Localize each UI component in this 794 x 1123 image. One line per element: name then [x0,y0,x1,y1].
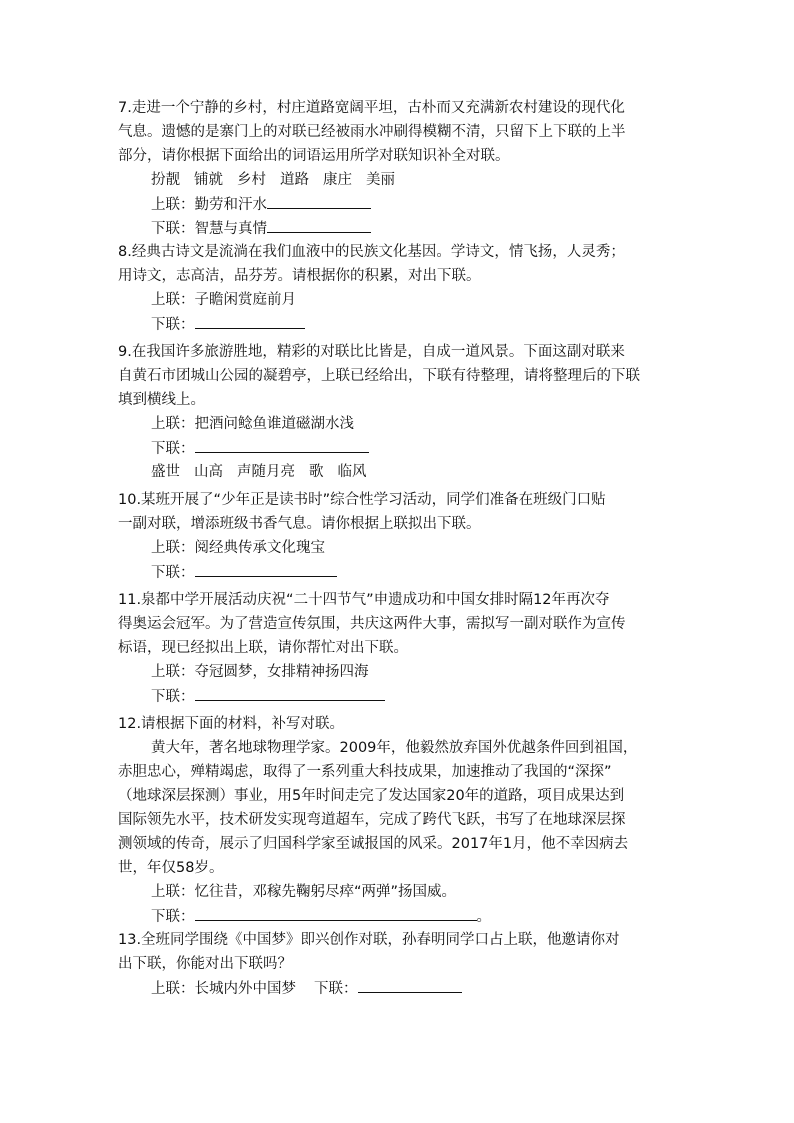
question-text-line: 8.经典古诗文是流淌在我们血液中的民族文化基因。学诗文，情飞扬，人灵秀； [118,244,625,260]
lower-couplet: 下联： [118,684,680,708]
material-text-line: 国际领先水平，技术研发实现弯道超车，完成了跨代飞跃，书写了在地球深层探 [118,812,626,828]
question-text-line: 一副对联，增添班级书香气息。请你根据上联拟出下联。 [118,516,481,532]
upper-couplet: 上联：忆往昔，邓稼先鞠躬尽瘁“两弹”扬国威。 [151,884,457,900]
word-bank [118,460,680,484]
lower-couplet: 下联： 。 [118,904,680,928]
question-text-line: 7.走进一个宁静的乡村，村庄道路宽阔平坦，古朴而又充满新农村建设的现代化 [118,100,625,116]
upper-couplet: 上联：阅经典传承文化瑰宝 [151,540,325,556]
question-13 [118,928,680,1000]
answer-blank[interactable] [195,312,305,329]
material-text-line: 测领域的传奇，展示了归国科学家至诚报国的风采。2017年1月，他不幸因病去 [118,836,629,852]
question-7 [118,96,680,240]
question-text-line: 得奥运会冠军。为了营造宣传氛围，共庆这两件大事，需拟写一副对联作为宣传 [118,616,626,632]
word-bank-item: 铺就 [194,172,223,188]
question-text-line: 填到横线上。 [118,392,205,408]
material-text-line: 世，年仅58岁。 [118,860,224,876]
word-bank-item: 扮靓 [151,172,180,188]
word-bank-item: 康庄 [323,172,352,188]
question-text-line: 用诗文，志高洁，品芬芳。请根据你的积累，对出下联。 [118,268,481,284]
lower-couplet: 下联：智慧与真情 [118,216,680,240]
word-bank-item: 道路 [280,172,309,188]
question-11 [118,588,680,708]
lower-couplet: 下联： [118,312,680,336]
lower-couplet: 下联： [118,436,680,460]
upper-couplet: 上联：勤劳和汗水 [118,192,680,216]
material-text-line: （地球深层探测）事业，用5年时间走完了发达国家20年的道路，项目成果达到 [118,788,625,804]
word-bank-item: 歌 [309,464,324,480]
answer-blank[interactable] [195,684,385,701]
answer-blank[interactable] [195,560,337,577]
question-text-line: 9.在我国许多旅游胜地，精彩的对联比比皆是，自成一道风景。下面这副对联来 [118,344,625,360]
material-text-line: 黄大年，著名地球物理学家。2009年，他毅然放弃国外优越条件回到祖国， [151,740,638,756]
material-text-line: 赤胆忠心，殚精竭虑，取得了一系列重大科技成果，加速推动了我国的“深探” [118,764,612,780]
lower-couplet: 下联： [118,560,680,584]
question-text-line: 自黄石市团城山公园的凝碧亭，上联已经给出，下联有待整理，请将整理后的下联 [118,368,640,384]
question-text-line: 11.泉都中学开展活动庆祝“二十四节气”申遗成功和中国女排时隔12年再次夺 [118,592,610,608]
answer-blank[interactable] [195,904,477,921]
question-text-line: 部分，请你根据下面给出的词语运用所学对联知识补全对联。 [118,148,510,164]
word-bank [118,168,680,192]
question-9 [118,340,680,484]
answer-blank[interactable] [358,976,462,993]
question-text-line: 出下联，你能对出下联吗？ [118,956,292,972]
lower-couplet-label: 下联： [314,981,358,997]
upper-couplet: 上联：夺冠圆梦，女排精神扬四海 [151,664,369,680]
word-bank-item: 临风 [337,464,367,480]
question-text-line: 气息。遗憾的是寨门上的对联已经被雨水冲刷得模糊不清，只留下上下联的上半 [118,124,626,140]
word-bank-item: 盛世 [151,464,180,480]
question-12 [118,712,680,928]
word-bank-item: 美丽 [366,172,395,188]
answer-blank[interactable] [267,216,371,233]
upper-couplet: 上联：把酒问鲶鱼谁道磁湖水浅 [151,416,354,432]
question-text-line: 标语，现已经拟出上联，请你帮忙对出下联。 [118,640,408,656]
upper-couplet: 上联：长城内外中国梦 [151,981,296,997]
upper-couplet: 上联：子瞻闲赏庭前月 [151,292,296,308]
answer-blank[interactable] [267,192,371,209]
word-bank-item: 山高 [194,464,223,480]
question-text-line: 10.某班开展了“少年正是读书时”综合性学习活动，同学们准备在班级门口贴 [118,492,606,508]
answer-blank[interactable] [195,436,369,453]
word-bank-item: 声随月亮 [237,464,295,480]
question-text-line: 13.全班同学围绕《中国梦》即兴创作对联，孙春明同学口占上联，他邀请你对 [118,932,620,948]
couplet-pair [118,976,680,1000]
word-bank-item: 乡村 [237,172,266,188]
question-8 [118,240,680,336]
question-title: 12.请根据下面的材料，补写对联。 [118,716,345,732]
question-10 [118,488,680,584]
